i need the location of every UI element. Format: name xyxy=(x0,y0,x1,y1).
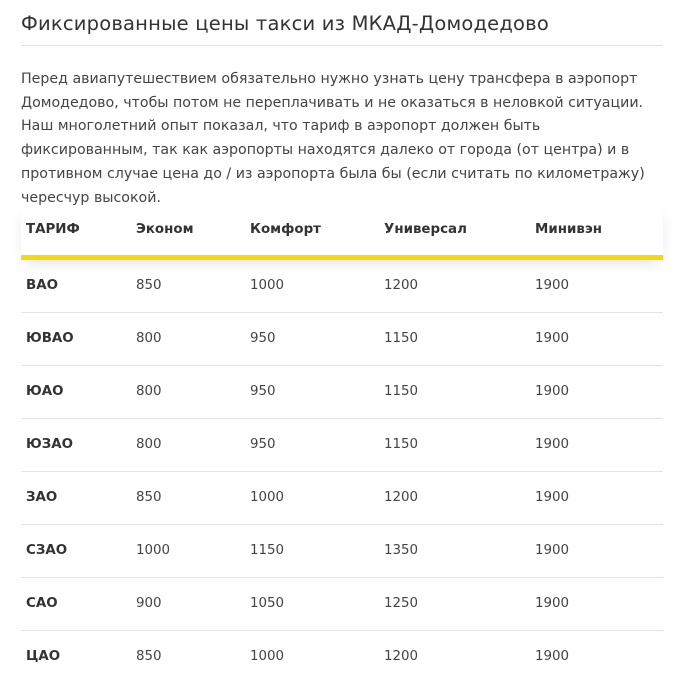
zone-cell: ВАО xyxy=(21,257,131,312)
comfort-price: 1000 xyxy=(245,471,379,524)
table-header-row xyxy=(21,205,663,257)
minivan-price: 1900 xyxy=(530,312,663,365)
minivan-price: 1900 xyxy=(530,257,663,312)
table-row xyxy=(21,257,663,312)
zone-cell: ЦАО xyxy=(21,630,131,680)
universal-price: 1150 xyxy=(379,418,530,471)
comfort-price: 950 xyxy=(245,418,379,471)
price-table xyxy=(21,205,663,680)
universal-price: 1200 xyxy=(379,257,530,312)
minivan-price: 1900 xyxy=(530,630,663,680)
minivan-price: 1900 xyxy=(530,577,663,630)
comfort-price: 1150 xyxy=(245,524,379,577)
econom-price: 900 xyxy=(131,577,245,630)
minivan-price: 1900 xyxy=(530,365,663,418)
table-row xyxy=(21,577,663,630)
minivan-price: 1900 xyxy=(530,524,663,577)
zone-cell: САО xyxy=(21,577,131,630)
table-row xyxy=(21,365,663,418)
table-row xyxy=(21,312,663,365)
zone-cell: СЗАО xyxy=(21,524,131,577)
header-universal: Универсал xyxy=(379,205,530,257)
zone-cell: ЮАО xyxy=(21,365,131,418)
comfort-price: 1000 xyxy=(245,257,379,312)
page-title: Фиксированные цены такси из МКАД-Домодедово xyxy=(21,12,550,35)
universal-price: 1150 xyxy=(379,365,530,418)
intro-paragraph: Перед авиапутешествием обязательно нужно узнать цену трансфера в аэропорт Домодедово, чтобы потом не переплачивать и не оказаться в неловкой ситуации. Наш многолетний опыт показал, что тариф в аэропорт должен быть фиксированным, так как аэропорты находятся далеко от города (от центра) и в противном случае цена до / из аэропорта была бы (если считать по километражу) чересчур высокой. xyxy=(21,71,645,206)
econom-price: 850 xyxy=(131,471,245,524)
comfort-price: 1050 xyxy=(245,577,379,630)
comfort-price: 1000 xyxy=(245,630,379,680)
zone-cell: ЮВАО xyxy=(21,312,131,365)
minivan-price: 1900 xyxy=(530,418,663,471)
minivan-price: 1900 xyxy=(530,471,663,524)
table-row xyxy=(21,471,663,524)
header-minivan: Минивэн xyxy=(530,205,663,257)
econom-price: 850 xyxy=(131,257,245,312)
title-divider xyxy=(21,45,663,46)
econom-price: 800 xyxy=(131,418,245,471)
econom-price: 800 xyxy=(131,312,245,365)
table-row xyxy=(21,418,663,471)
universal-price: 1250 xyxy=(379,577,530,630)
comfort-price: 950 xyxy=(245,312,379,365)
comfort-price: 950 xyxy=(245,365,379,418)
econom-price: 1000 xyxy=(131,524,245,577)
zone-cell: ЮЗАО xyxy=(21,418,131,471)
universal-price: 1200 xyxy=(379,471,530,524)
econom-price: 800 xyxy=(131,365,245,418)
econom-price: 850 xyxy=(131,630,245,680)
table-row xyxy=(21,524,663,577)
header-econom: Эконом xyxy=(131,205,245,257)
universal-price: 1350 xyxy=(379,524,530,577)
header-tariff: ТАРИФ xyxy=(21,205,131,257)
header-comfort: Комфорт xyxy=(245,205,379,257)
zone-cell: ЗАО xyxy=(21,471,131,524)
universal-price: 1150 xyxy=(379,312,530,365)
table-row xyxy=(21,630,663,680)
universal-price: 1200 xyxy=(379,630,530,680)
